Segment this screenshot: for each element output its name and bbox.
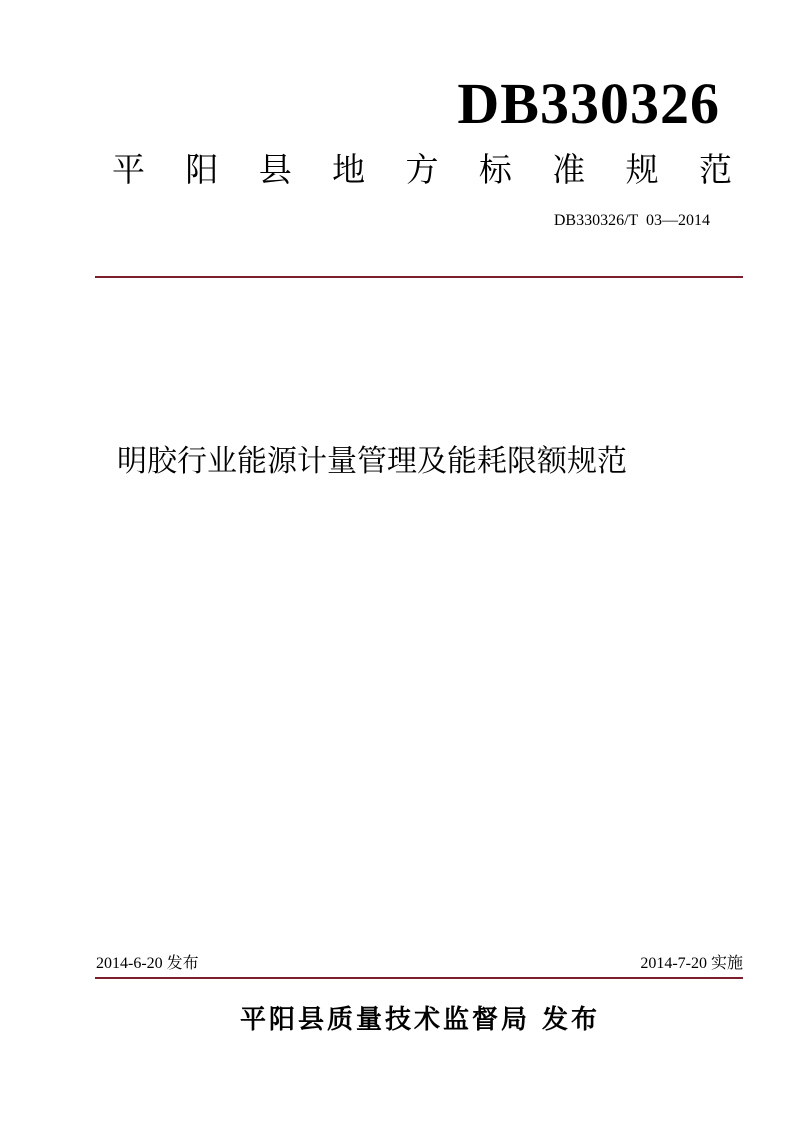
document-title: 明胶行业能源计量管理及能耗限额规范 bbox=[117, 444, 627, 479]
publisher-line: 平阳县质量技术监督局 发布 bbox=[239, 1005, 601, 1035]
issue-date-line bbox=[96, 953, 199, 974]
category-title-char: 范 bbox=[699, 150, 732, 189]
issue-label: 发布 bbox=[166, 953, 199, 972]
category-title-char: 地 bbox=[332, 150, 366, 189]
issue-date: 2014-6-20 bbox=[96, 955, 163, 972]
footer-divider bbox=[95, 977, 743, 979]
header-divider bbox=[95, 276, 743, 278]
effective-date-line bbox=[640, 953, 743, 974]
category-title-char: 标 bbox=[478, 150, 512, 189]
category-title-char: 规 bbox=[625, 150, 659, 189]
category-title-char: 平 bbox=[112, 150, 145, 189]
effective-date: 2014-7-20 bbox=[640, 955, 707, 972]
category-title-char: 县 bbox=[258, 150, 292, 189]
effective-label: 实施 bbox=[710, 953, 743, 972]
category-title-char: 方 bbox=[405, 150, 439, 189]
standard-number: DB330326/T 03—2014 bbox=[553, 212, 710, 229]
category-title-char: 准 bbox=[552, 150, 586, 189]
standard-code-heading: DB330326 bbox=[457, 71, 720, 136]
standard-category-title bbox=[112, 145, 732, 195]
category-title-char: 阳 bbox=[185, 150, 219, 189]
